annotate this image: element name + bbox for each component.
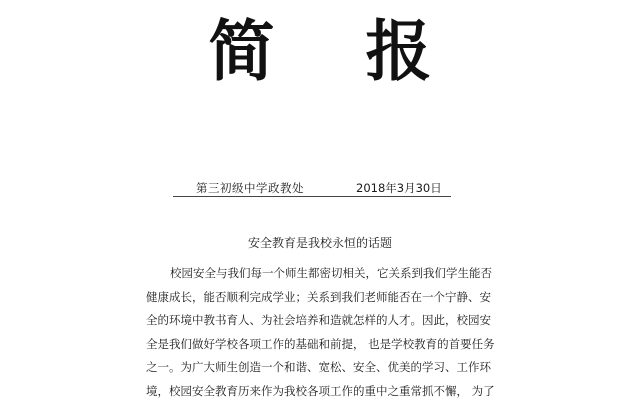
body-line: 全是我们做好学校各项工作的基础和前提， 也是学校教育的首要任务 [146,333,486,357]
article-headline: 安全教育是我校永恒的话题 [0,234,640,252]
issue-date: 2018年3月30日 [356,180,442,196]
body-line: 境，校园安全教育历来作为我校各项工作的重中之重常抓不懈， 为了 [146,380,486,403]
issuing-department: 第三初级中学政教处 [196,180,304,196]
body-line: 之一。为广大师生创造一个和谐、宽松、安全、优美的学习、工作环 [146,356,486,380]
header-divider [173,196,451,197]
article-body [146,262,486,403]
body-line: 校园安全与我们每一个师生都密切相关，它关系到我们学生能否 [146,262,486,286]
masthead-title: 简 报 [0,12,640,92]
issue-meta [196,180,456,196]
body-line: 全的环境中教书育人、为社会培养和造就怎样的人才。因此，校园安 [146,309,486,333]
body-line: 健康成长，能否顺利完成学业；关系到我们老师能否在一个宁静、安 [146,286,486,310]
